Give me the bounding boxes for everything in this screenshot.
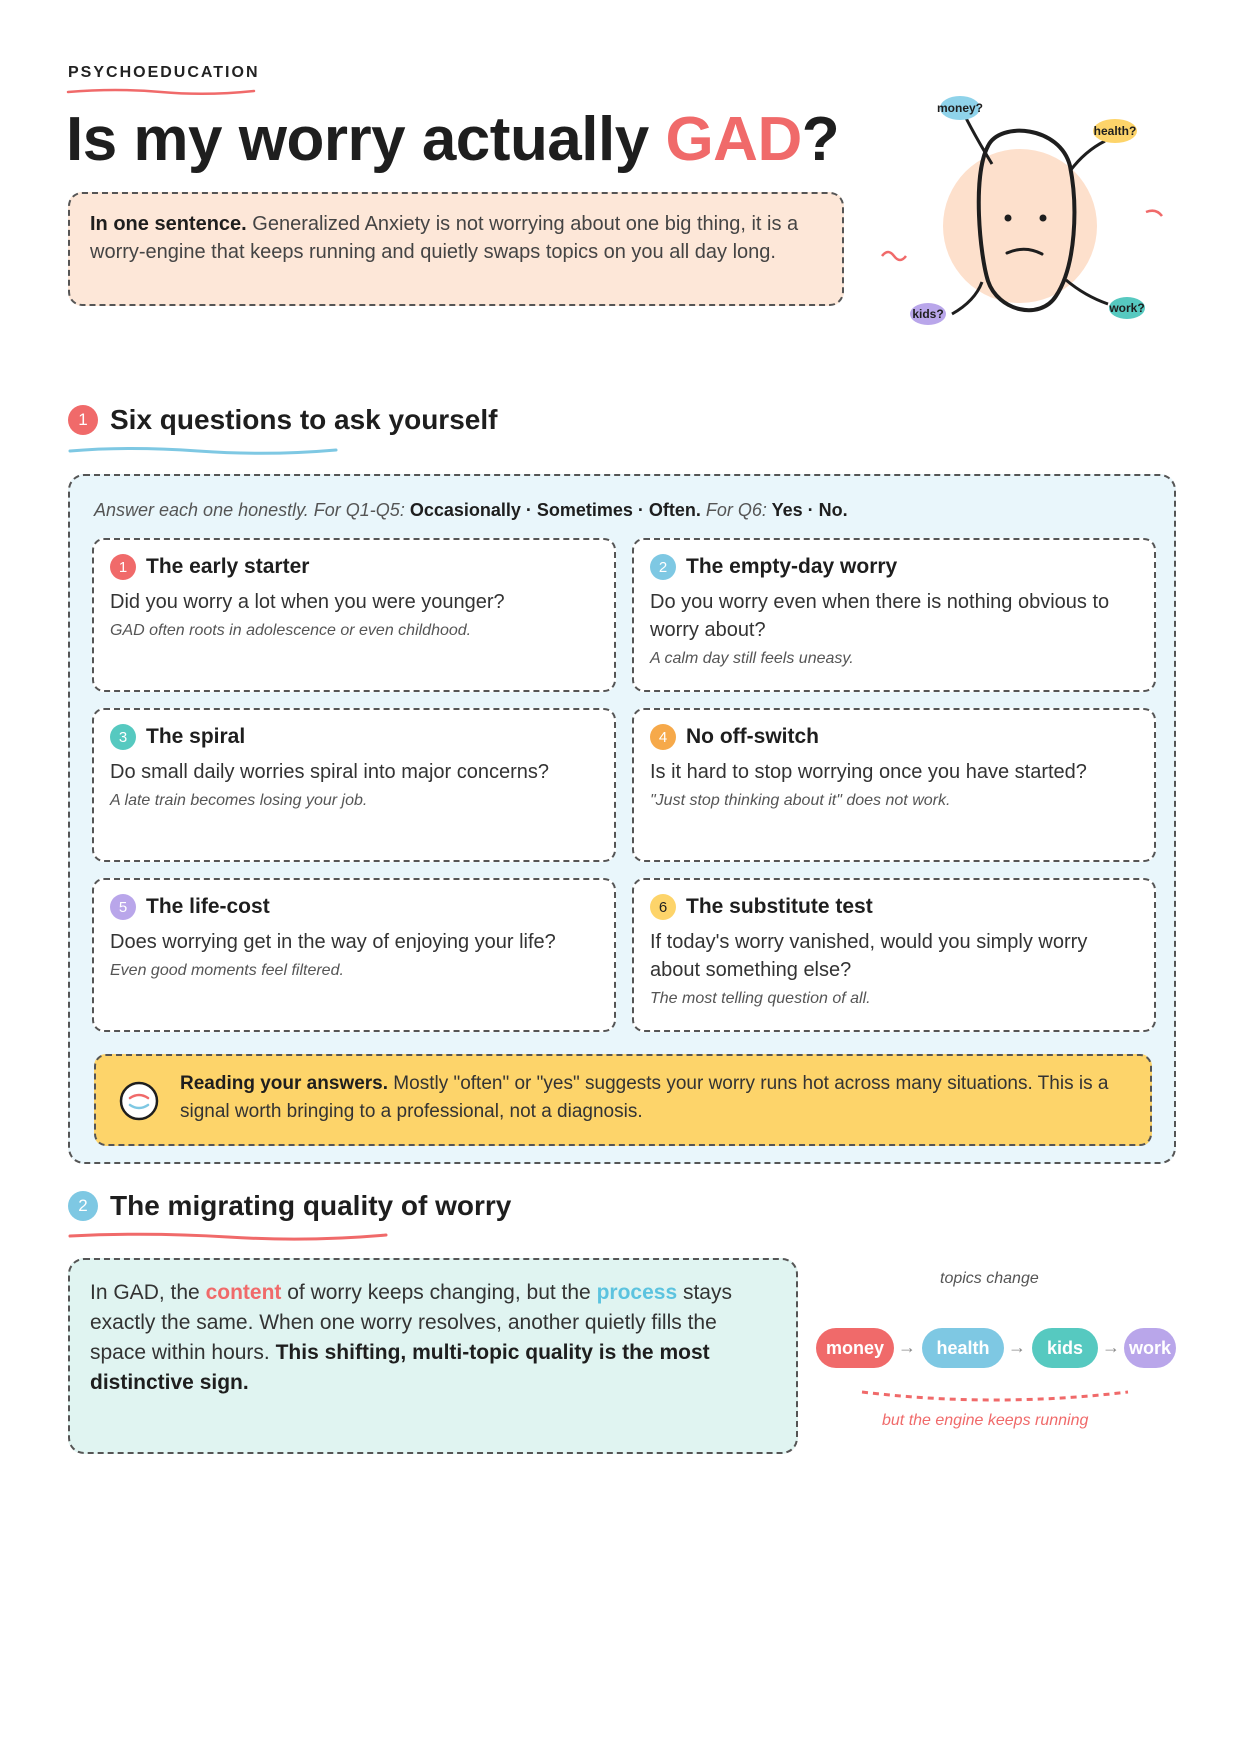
question-text: Is it hard to stop worrying once you have started? <box>650 761 1087 783</box>
questions-panel <box>68 474 1176 1164</box>
label-money: money? <box>936 101 984 115</box>
question-number: 1 <box>110 554 136 580</box>
arrow-icon: → <box>898 1337 916 1357</box>
title-accent: GAD <box>665 105 802 174</box>
question-number: 5 <box>110 894 136 920</box>
worry-line-money <box>965 116 992 164</box>
question-card-1 <box>92 538 616 692</box>
question-text: Does worrying get in the way of enjoying your life? <box>110 931 556 953</box>
intro-text: Generalized Anxiety is not worrying about one big thing, it is a worry-engine that keeps running and quietly swaps topics on you all day long. <box>90 213 799 263</box>
question-card-4 <box>632 708 1156 862</box>
question-card-6 <box>632 878 1156 1032</box>
question-number: 2 <box>650 554 676 580</box>
section-title: The migrating quality of worry <box>110 1190 512 1221</box>
flow-label: topics change <box>940 1270 1039 1287</box>
label-kids: kids? <box>912 307 944 321</box>
section-title: Six questions to ask yourself <box>110 404 498 435</box>
question-text: Do you worry even when there is nothing obvious to worry about? <box>650 591 1110 641</box>
section-2-heading <box>68 1190 511 1222</box>
question-title: The empty-day worry <box>686 555 898 578</box>
word-process: process <box>596 1281 678 1304</box>
question-note: A late train becomes losing your job. <box>110 792 368 809</box>
section-number-badge: 1 <box>68 405 98 435</box>
label-work: work? <box>1109 301 1145 315</box>
left-eye <box>1005 215 1012 222</box>
topic-pill-kids: kids <box>1032 1328 1098 1368</box>
question-note: GAD often roots in adolescence or even childhood. <box>110 622 472 639</box>
question-title: The substitute test <box>686 895 873 918</box>
word-content: content <box>205 1281 282 1304</box>
question-note: The most telling question of all. <box>650 990 871 1007</box>
right-eye <box>1040 215 1047 222</box>
question-card-2 <box>632 538 1156 692</box>
section-2-underline <box>68 1230 388 1242</box>
engine-dashed-line <box>860 1388 1130 1408</box>
arrow-icon: → <box>1102 1337 1120 1357</box>
squiggle-left <box>882 252 906 260</box>
page-title: Is my worry actually GAD? <box>66 105 840 174</box>
question-title: The life-cost <box>146 895 270 918</box>
question-note: Even good moments feel filtered. <box>110 962 344 979</box>
question-title: The spiral <box>146 725 246 748</box>
topic-pill-work: work <box>1124 1328 1176 1368</box>
face-icon <box>118 1080 160 1122</box>
question-number: 4 <box>650 724 676 750</box>
question-number: 3 <box>110 724 136 750</box>
question-card-3 <box>92 708 616 862</box>
reading-lead: Reading your answers. <box>180 1073 389 1094</box>
kicker-underline <box>66 86 256 96</box>
label-health: health? <box>1093 124 1137 138</box>
section-1-underline <box>68 444 338 456</box>
kicker: PSYCHOEDUCATION <box>68 64 260 81</box>
squiggle-right <box>1146 211 1162 216</box>
key-sign: This shifting, multi-topic quality is the most distinctive sign. <box>90 1341 710 1394</box>
reading-text: Mostly "often" or "yes" suggests your worry runs hot across many situations. This is a signal worth bringing to a professional, not a diagnosis. <box>180 1073 1109 1122</box>
question-text: Do small daily worries spiral into major concerns? <box>110 761 550 783</box>
question-title: The early starter <box>146 555 310 578</box>
question-number: 6 <box>650 894 676 920</box>
worry-line-health <box>1070 141 1105 171</box>
question-card-5 <box>92 878 616 1032</box>
question-text: If today's worry vanished, would you simply worry about something else? <box>650 931 1088 981</box>
worried-face-illustration <box>880 96 1180 376</box>
flow-footnote: but the engine keeps running <box>882 1412 1089 1429</box>
topic-pill-health: health <box>922 1328 1004 1368</box>
questions-instructions: Answer each one honestly. For Q1-Q5: Occasionally · Sometimes · Often. For Q6: Yes · No. <box>94 500 848 520</box>
topic-pill-money: money <box>816 1328 894 1368</box>
section-1-heading <box>68 404 497 436</box>
question-note: A calm day still feels uneasy. <box>650 650 854 667</box>
intro-box <box>68 192 844 306</box>
migrating-worry-text-box: In GAD, the content of worry keeps changing, but the process stays exactly the same. When one worry resolves, another quietly fills the space within hours. This shifting, multi-topic quality is the most distinctive sign. <box>68 1258 798 1454</box>
question-text: Did you worry a lot when you were younger? <box>110 591 505 613</box>
intro-lead: In one sentence. <box>90 213 247 235</box>
reading-answers-callout <box>94 1054 1152 1146</box>
question-note: "Just stop thinking about it" does not work. <box>650 792 951 809</box>
arrow-icon: → <box>1008 1337 1026 1357</box>
section-number-badge: 2 <box>68 1191 98 1221</box>
question-title: No off-switch <box>686 725 819 748</box>
worry-line-work <box>1066 280 1108 304</box>
